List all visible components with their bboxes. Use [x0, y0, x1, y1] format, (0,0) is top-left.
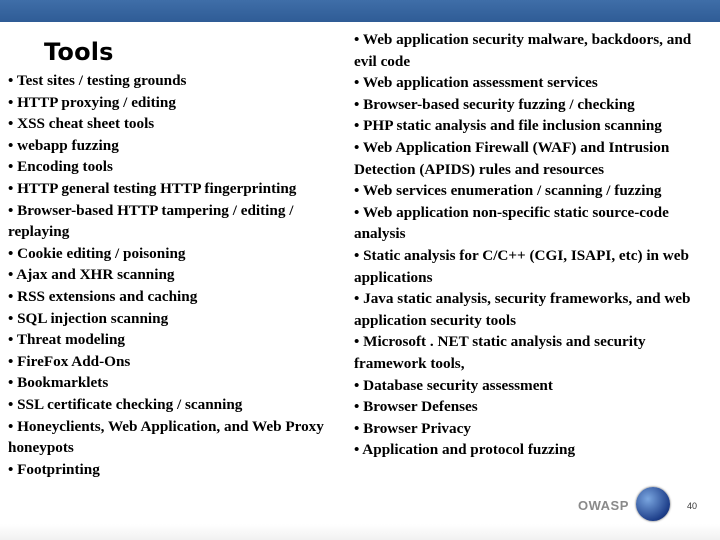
footer-brand: OWASP	[578, 498, 629, 513]
left-item-bookmarklets: • Bookmarklets	[8, 374, 109, 392]
left-item-firefox-addons: • FireFox Add-Ons	[8, 352, 131, 370]
right-item-waf-ids: • Web Application Firewall (WAF) and Intrusion Detection (APIDS) rules and resources	[354, 138, 670, 178]
right-item-c-cpp-analysis: • Static analysis for C/C++ (CGI, ISAPI, etc) in web applications	[354, 246, 689, 286]
left-item-footprinting: • Footprinting	[8, 460, 100, 478]
left-item-ajax-xhr: • Ajax and XHR scanning	[8, 266, 175, 284]
left-item-http-general-testing: • HTTP general testing HTTP fingerprinting	[8, 179, 297, 197]
right-item-php-analysis: • PHP static analysis and file inclusion scanning	[354, 117, 662, 135]
right-item-static-source: • Web application non-specific static source-code analysis	[354, 203, 669, 243]
left-item-honeyclients: • Honeyclients, Web Application, and Web Proxy honeypots	[8, 417, 324, 457]
right-item-database-assessment: • Database security assessment	[354, 376, 553, 394]
right-item-malware: • Web application security malware, backdoors, and evil code	[354, 31, 692, 70]
footer-bar	[0, 524, 720, 540]
right-item-dotnet-analysis: • Microsoft . NET static analysis and security framework tools,	[354, 333, 646, 372]
left-item-rss-extensions: • RSS extensions and caching	[8, 287, 198, 305]
right-item-browser-fuzzing: • Browser-based security fuzzing / checking	[354, 95, 635, 113]
left-item-encoding-tools: • Encoding tools	[8, 158, 113, 176]
left-bullet-list	[8, 70, 342, 480]
left-item-test-sites: • Test sites / testing grounds	[8, 72, 187, 89]
slide-title: Tools	[44, 38, 114, 66]
left-item-ssl-checking: • SSL certificate checking / scanning	[8, 395, 243, 413]
right-item-browser-privacy: • Browser Privacy	[354, 419, 471, 437]
left-item-threat-modeling: • Threat modeling	[8, 331, 125, 349]
left-item-http-proxying: • HTTP proxying / editing	[8, 93, 176, 111]
right-item-protocol-fuzzing: • Application and protocol fuzzing	[354, 441, 576, 459]
left-item-browser-tampering: • Browser-based HTTP tampering / editing / replaying	[8, 201, 294, 241]
top-banner	[0, 0, 720, 22]
left-item-xss-tools: • XSS cheat sheet tools	[8, 115, 155, 133]
right-item-java-analysis: • Java static analysis, security frameworks, and web application security tools	[354, 290, 691, 329]
right-item-assessment-services: • Web application assessment services	[354, 74, 598, 92]
page-number: 40	[687, 501, 698, 511]
left-item-cookie-editing: • Cookie editing / poisoning	[8, 244, 186, 262]
owasp-globe-icon	[636, 487, 670, 521]
left-item-webapp-fuzzing: • webapp fuzzing	[8, 136, 119, 154]
right-item-web-services: • Web services enumeration / scanning / fuzzing	[354, 182, 662, 200]
left-item-sql-injection: • SQL injection scanning	[8, 309, 169, 327]
right-bullet-list	[354, 29, 716, 461]
right-item-browser-defenses: • Browser Defenses	[354, 398, 478, 416]
